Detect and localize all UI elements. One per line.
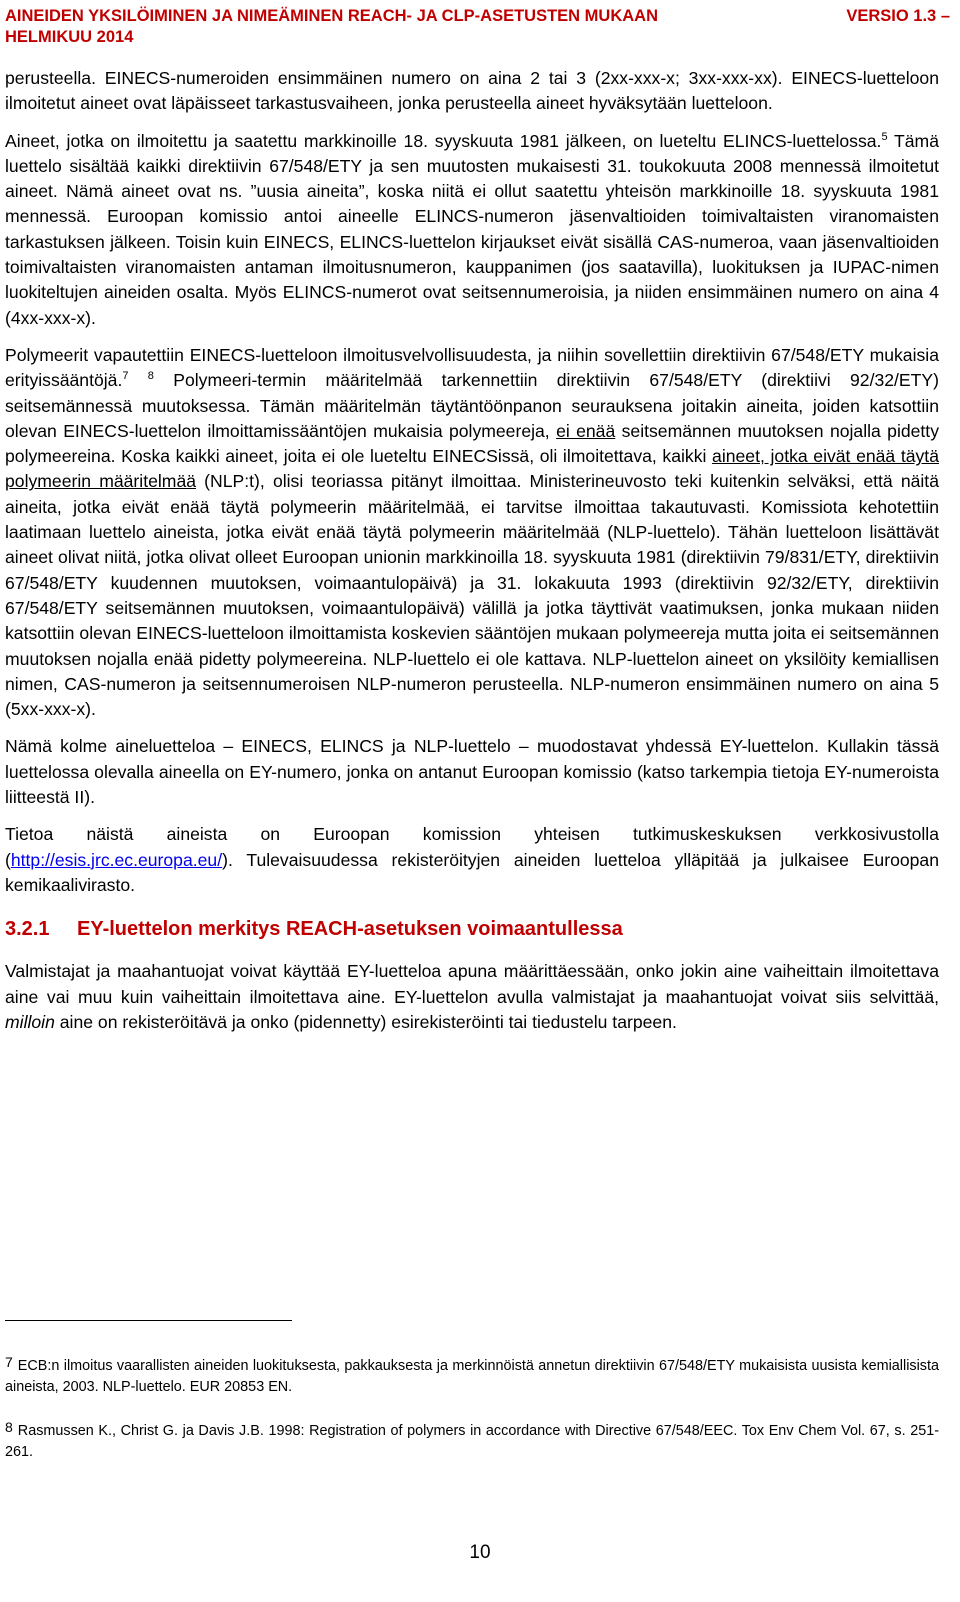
footnote-text: Rasmussen K., Christ G. ja Davis J.B. 1998: Registration of polymers in accordance with Directive 67/548/EEC. Tox Env Chem Vol. 67, s. 251-261. [5, 1423, 939, 1460]
footnote-ref[interactable]: 5 [881, 130, 888, 143]
section-title: EY-luettelon merkitys REACH-asetuksen voimaantullessa [77, 918, 623, 941]
footnote-text: ECB:n ilmoitus vaarallisten aineiden luokituksesta, pakkauksesta ja merkinnöistä annetun direktiivin 67/548/ETY mukaisista uusista kemiallisista aineista, 2003. NLP-luettelo. EUR 20853 EN. [5, 1358, 939, 1395]
section-number: 3.2.1 [5, 918, 50, 941]
paragraph-text: seitsemännen muutoksen nojalla pidetty polymeereina. Koska kaikki aineet, joita ei ole lueteltu EINECSissä, oli ilmoitettava, kaikki [5, 420, 939, 467]
footnote-8 [5, 1421, 939, 1462]
footnote-mark: 7 [5, 1354, 13, 1370]
paragraph-website [5, 822, 939, 898]
footnotes [5, 1356, 939, 1486]
footnote-ref-8[interactable]: 8 [147, 370, 154, 383]
paragraph-text: ). Tulevaisuudessa rekisteröityjen aineiden luetteloa ylläpitää ja julkaisee Euroopan kemikaalivirasto. [5, 849, 939, 895]
paragraph-text: (NLP:t), olisi teoriassa pitänyt ilmoittaa. Ministerineuvosto teki kuitenkin selväksi, että näitä aineita, jotka eivät enää täytä polymeerin määritelmää, ei tarvitse ilmoittaa takautuvasti. Komissiota kehotettiin laatimaan luettelo aineista, jotka eivät enää täytä polymeerin määritelmää (NLP-luettelo). Tähän luetteloon lisättävät aineet olivat niitä, jotka olivat olleet Euroopan unionin markkinoilla 18. syyskuuta 1981 (direktiivin 79/831/ETY, direktiivin 67/548/ETY kuudennen muutoksen, voimaantulopäivä) ja 31. lokakuuta 1993 (direktiivin 92/32/ETY, direktiivin 67/548/ETY seitsemännen muutoksen, voimaantulopäivä) välillä ja jotka täyttivät vaatimuksen, jonka mukaan niiden katsottiin olevan EINECS-luetteloon ilmoittamista koskevien sääntöjen mukaan polymeereja mutta joita ei seitsemännen muutoksen nojalla enää pidetty polymeereina. NLP-luettelo ei ole kattava. NLP-luettelon aineet on yksilöity kemiallisen nimen, CAS-numeron ja seitsennumeroisen NLP-numeron perusteella. NLP-numeron ensimmäinen numero on aina 5 (5xx-xxx-x). [5, 471, 939, 720]
footnote-separator [5, 1320, 292, 1321]
paragraph-elincs [5, 129, 939, 331]
header-title: AINEIDEN YKSILÖIMINEN JA NIMEÄMINEN REACH- JA CLP-ASETUSTEN MUKAAN [5, 7, 659, 25]
paragraph-reach [5, 959, 939, 1035]
footnote-7 [5, 1356, 939, 1397]
paragraph-text: Polymeerit vapautettiin EINECS-luetteloon ilmoitusvelvollisuudesta, ja niihin sovellettiin direktiivin 67/548/ETY mukaisia erityissääntöjä. [5, 344, 939, 391]
footnote-mark: 8 [5, 1419, 13, 1435]
paragraph-text: aine on rekisteröitävä ja onko (pidennetty) esirekisteröinti tai tiedustelu tarpeen. [54, 1011, 677, 1032]
page-number: 10 [469, 1542, 491, 1563]
header-version: VERSIO 1.3 – [846, 7, 950, 25]
footnote-ref-7[interactable]: 7 [122, 370, 129, 383]
paragraph-text: Polymeeri-termin määritelmää tarkennettiin direktiivin 67/548/ETY (direktiivi 92/32/ETY) seitsemännessä muutoksessa. Tämän määritelmän täytäntöönpanon seurauksena joitakin aineita, joiden katsottiin olevan EINECS-luettelon ilmoittamissääntöjen mukaisia polymeereja, [5, 370, 939, 441]
header-date: HELMIKUU 2014 [5, 28, 134, 46]
paragraph-einecs: perusteella. EINECS-numeroiden ensimmäinen numero on aina 2 tai 3 (2xx-xxx-x; 3xx-xxx-xx). EINECS-luetteloon ilmoitetut aineet ovat läpäisseet tarkastusvaiheen, jonka perusteella aineet hyväksytään luetteloon. [5, 68, 939, 114]
paragraph-text: Tietoa näistä aineista on Euroopan komission yhteisen tutkimuskeskuksen verkkosivustolla ( [5, 824, 939, 870]
body-text [5, 66, 939, 1047]
section-heading [5, 916, 939, 942]
paragraph-ec-inventory: Nämä kolme aineluetteloa – EINECS, ELINCS ja NLP-luettelo – muodostavat yhdessä EY-luettelon. Kullakin tässä luettelossa olevalla aineella on EY-numero, jonka on antanut Euroopan komissio (katso tarkempia tietoja EY-numeroista liitteestä II). [5, 736, 939, 808]
running-header [5, 6, 950, 48]
paragraph-text: Valmistajat ja maahantuojat voivat käyttää EY-luetteloa apuna määrittäessään, onko jokin aine vaiheittain ilmoitettava aine vai muu kuin vaiheittain ilmoitettava aine. EY-luettelon avulla valmistajat ja maahantuojat voivat siis selvittää, [5, 961, 939, 1007]
paragraph-text: Aineet, jotka on ilmoitettu ja saatettu markkinoille 18. syyskuuta 1981 jälkeen, on lueteltu ELINCS-luettelossa. [5, 130, 882, 151]
underlined-text: aineet, jotka eivät enää täytä polymeerin määritelmää [5, 446, 939, 492]
paragraph-polymers [5, 343, 939, 722]
paragraph-text: Tämä luettelo sisältää kaikki direktiivin 67/548/ETY ja sen muutosten mukaisesti 31. toukokuuta 2008 mennessä ilmoitetut aineet. Nämä aineet ovat ns. ”uusia aineita”, koska niitä ei ollut saatettu yhteisön markkinoille 18. syyskuuta 1981 mennessä. Euroopan komissio antoi aineelle ELINCS-numeron jäsenvaltioiden toimivaltaisten viranomaisten tarkastuksen jälkeen. Toisin kuin EINECS, ELINCS-luettelon kirjaukset eivät sisällä CAS-numeroa, vaan jäsenvaltioiden toimivaltaisten viranomaisten antaman ilmoitusnumeron, kauppanimen (jos saatavilla), luokituksen ja IUPAC-nimen luokiteltujen aineiden osalta. Myös ELINCS-numerot ovat seitsennumeroisia, ja niiden ensimmäinen numero on aina 4 (4xx-xxx-x). [5, 130, 939, 328]
underlined-text: ei enää [556, 420, 616, 441]
emphasized-text: milloin [5, 1011, 55, 1032]
esis-link[interactable]: http://esis.jrc.ec.europa.eu/ [10, 849, 223, 870]
